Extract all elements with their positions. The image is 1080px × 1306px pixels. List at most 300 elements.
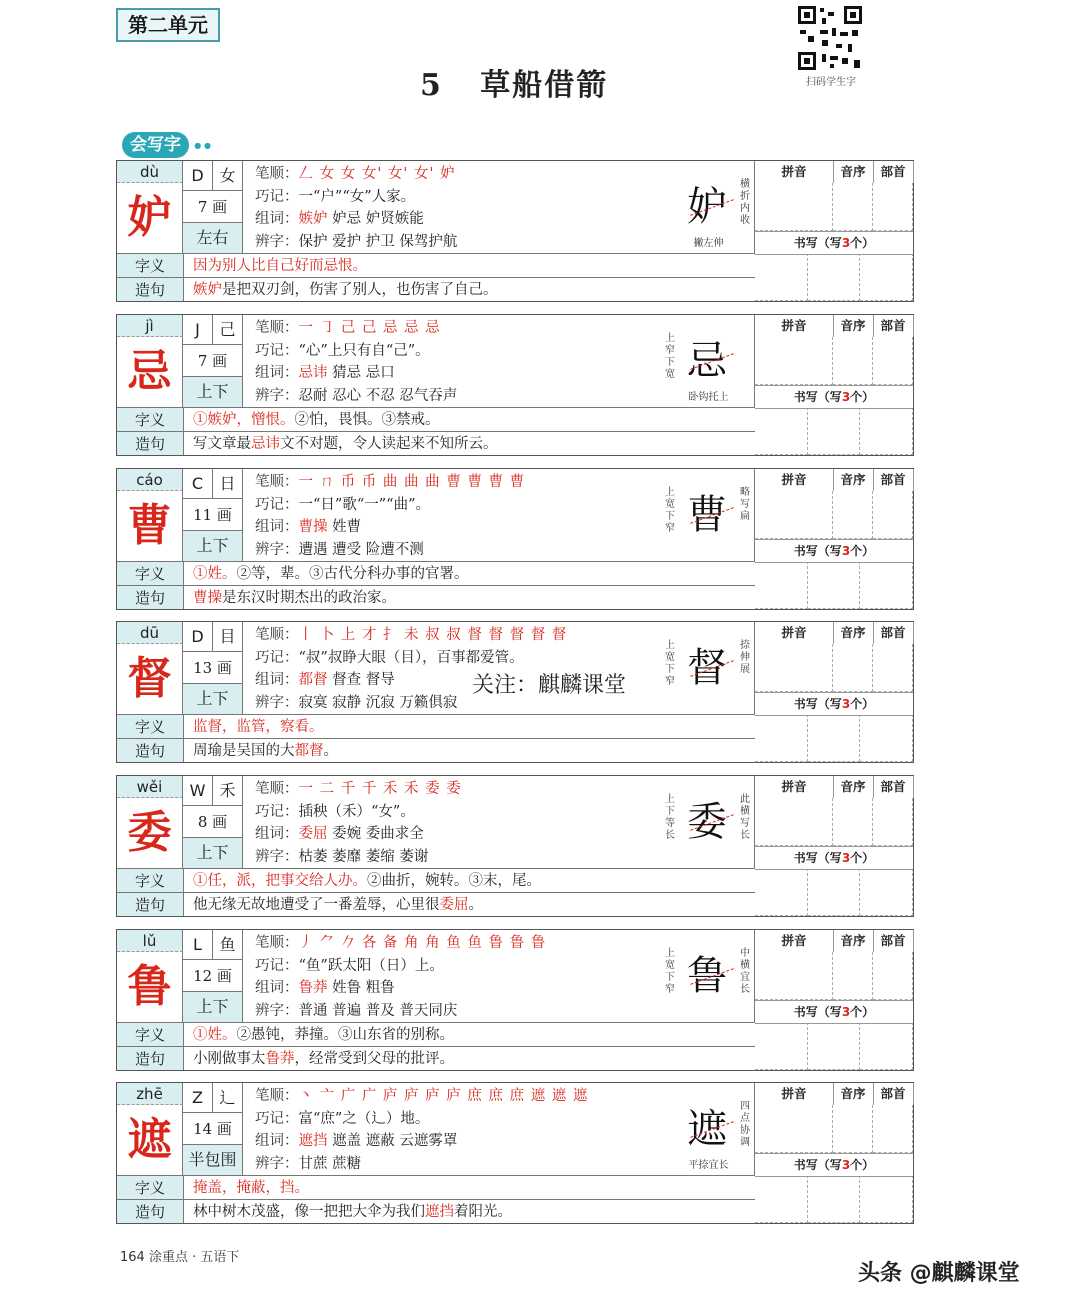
answer-box[interactable] — [873, 644, 913, 692]
character-card — [116, 775, 914, 917]
mnemonic-text: 富“庶”之（辶）地。 — [298, 1110, 430, 1127]
index-header: 音序 — [833, 1083, 874, 1105]
structure-type: 上下 — [183, 531, 243, 561]
model-tip-right: 捺伸展 — [740, 640, 750, 675]
structure-type: 上下 — [183, 377, 243, 407]
write-suffix: 个） — [850, 851, 875, 865]
radical-header: 部首 — [873, 161, 914, 183]
initial-letter: Z — [183, 1083, 213, 1113]
meaning-text — [193, 1023, 454, 1047]
write-prefix: 书写（写 — [793, 851, 842, 865]
sentence-row — [117, 1199, 755, 1223]
write-suffix: 个） — [850, 1005, 875, 1019]
pinyin-cell: wěi — [117, 776, 183, 798]
sentence-segment: 周瑜是吴国的大 — [193, 743, 295, 759]
answer-box[interactable] — [755, 798, 833, 846]
mnemonic-line — [255, 801, 663, 824]
pinyin-cell: dù — [117, 161, 183, 183]
distinguish-label: 辨字： — [255, 541, 299, 558]
sentence-row — [117, 738, 755, 762]
sentence-text — [193, 586, 396, 610]
write-label — [755, 1153, 913, 1177]
writing-box[interactable] — [860, 1175, 913, 1223]
sentence-segment: 林中树木茂盛，像一把把大伞为我们 — [193, 1204, 425, 1220]
meaning-segment: ①姓。 — [193, 566, 237, 582]
write-count: 3 — [841, 390, 851, 404]
radical-char: 日 — [213, 469, 243, 499]
radical-char: 鱼 — [213, 930, 243, 960]
practice-grid — [755, 1083, 913, 1223]
initial-letter: J — [183, 315, 213, 345]
sentence-segment: 是东汉时期杰出的政治家。 — [222, 590, 396, 606]
meaning-row — [117, 714, 755, 738]
model-tip-left: 上窄下宽 — [665, 333, 675, 380]
model-tip-left: 上宽下窄 — [665, 487, 675, 534]
sentence-segment: 鲁莽 — [265, 1051, 295, 1067]
character-card — [116, 314, 914, 456]
distinguish-label: 辨字： — [255, 1155, 299, 1172]
sentence-label: 造句 — [117, 1047, 184, 1070]
info-lines — [243, 930, 663, 1022]
meaning-row — [117, 1175, 755, 1199]
model-tip-bottom: 卧钩托上 — [688, 392, 729, 403]
index-header: 音序 — [833, 315, 874, 337]
meaning-row — [117, 1022, 755, 1046]
distinguish-line — [255, 1000, 663, 1023]
model-character: 妒 — [687, 184, 727, 230]
meaning-row — [117, 868, 755, 892]
mnemonic-text: 插秧（禾）“女”。 — [298, 803, 415, 820]
stroke-count: 7 画 — [183, 191, 243, 223]
words-label: 组词： — [255, 826, 299, 842]
writing-box[interactable] — [808, 407, 861, 455]
stroke-order-line — [255, 1085, 663, 1108]
key-word: 遮挡 — [298, 1133, 328, 1149]
stroke-order: 丿 ⺈ 𠂊 各 备 角 角 鱼 鱼 鲁 鲁 鲁 — [298, 935, 547, 951]
key-word: 鲁莽 — [298, 980, 328, 996]
index-header: 音序 — [833, 469, 874, 491]
answer-box[interactable] — [833, 337, 873, 385]
distinguish-line — [255, 231, 663, 254]
stroke-order-line — [255, 932, 663, 955]
words-line — [255, 516, 663, 539]
distinguish-text: 忍耐 忍心 不忍 忍气吞声 — [298, 387, 458, 404]
order-label: 笔顺： — [255, 1088, 299, 1104]
sentence-segment: 文不对题，令人读起来不知所云。 — [280, 436, 498, 452]
stroke-count: 13 画 — [183, 652, 243, 684]
pinyin-cell: cáo — [117, 469, 183, 491]
radical-header: 部首 — [873, 315, 914, 337]
writing-box[interactable] — [808, 868, 861, 916]
write-count: 3 — [841, 544, 851, 558]
writing-box[interactable] — [808, 1022, 861, 1070]
practice-grid — [755, 315, 913, 455]
info-lines — [243, 1083, 663, 1175]
index-header: 音序 — [833, 161, 874, 183]
mnemonic-label: 巧记： — [255, 1110, 299, 1127]
sentence-row — [117, 1046, 755, 1070]
page-footer: 164 涂重点 · 五语下 — [120, 1250, 240, 1265]
meaning-segment: 因为别人比自己好而忌恨。 — [193, 258, 367, 274]
unit-tag: 第二单元 — [116, 8, 220, 42]
other-words: 猜忌 忌口 — [327, 365, 395, 381]
answer-box[interactable] — [755, 952, 833, 1000]
other-words: 姓鲁 粗鲁 — [327, 980, 395, 996]
answer-box[interactable] — [755, 644, 833, 692]
writing-box[interactable] — [860, 253, 913, 301]
write-prefix: 书写（写 — [793, 236, 842, 250]
lesson-title: 5 草船借箭 — [420, 68, 609, 103]
sentence-text — [193, 893, 483, 917]
sentence-segment: 。 — [468, 897, 483, 913]
mnemonic-text: 一“户”“女”人家。 — [298, 188, 416, 205]
meaning-segment: 监督，监管，察看。 — [193, 719, 324, 735]
key-word: 委屈 — [298, 826, 328, 842]
order-label: 笔顺： — [255, 781, 299, 797]
qr-caption: 扫码学生字 — [806, 77, 856, 88]
answer-box[interactable] — [833, 183, 873, 231]
info-lines — [243, 161, 663, 253]
meaning-row — [117, 253, 755, 277]
sentence-label: 造句 — [117, 586, 184, 609]
answer-box[interactable] — [873, 337, 913, 385]
write-count: 3 — [841, 1158, 851, 1172]
mnemonic-label: 巧记： — [255, 496, 299, 513]
initial-letter: D — [183, 622, 213, 652]
meaning-label: 字义 — [117, 869, 184, 892]
structure-type: 上下 — [183, 838, 243, 868]
distinguish-text: 寂寞 寂静 沉寂 万籁俱寂 — [298, 694, 458, 711]
mnemonic-line — [255, 955, 663, 978]
write-label — [755, 1000, 913, 1024]
write-prefix: 书写（写 — [793, 544, 842, 558]
distinguish-line — [255, 539, 663, 562]
sentence-segment: 嫉妒 — [193, 282, 222, 298]
character-card — [116, 929, 914, 1071]
mnemonic-text: “心”上只有自“己”。 — [298, 342, 430, 359]
words-line — [255, 1130, 663, 1153]
mnemonic-label: 巧记： — [255, 957, 299, 974]
write-count: 3 — [841, 697, 851, 711]
info-lines — [243, 776, 663, 868]
model-character: 曹 — [687, 492, 727, 538]
words-label: 组词： — [255, 211, 299, 227]
pinyin-header: 拼音 — [755, 622, 834, 644]
words-label: 组词： — [255, 1133, 299, 1149]
meaning-segment: ①任，派，把事交给人办。 — [193, 873, 367, 889]
other-words: 妒忌 妒贤嫉能 — [327, 211, 424, 227]
writing-box[interactable] — [755, 561, 808, 609]
writing-model — [663, 776, 755, 868]
meaning-segment: ②等，辈。③古代分科办事的官署。 — [236, 566, 469, 582]
distinguish-line — [255, 385, 663, 408]
sentence-label: 造句 — [117, 739, 184, 762]
sentence-text — [193, 278, 498, 302]
writing-model — [663, 161, 755, 253]
model-character: 督 — [687, 645, 727, 691]
other-words: 姓曹 — [327, 519, 362, 535]
sentence-label: 造句 — [117, 278, 184, 301]
meaning-segment: ①姓。 — [193, 1027, 237, 1043]
big-character: 忌 — [117, 337, 183, 407]
stroke-order-line — [255, 317, 663, 340]
words-label: 组词： — [255, 519, 299, 535]
practice-grid — [755, 161, 913, 301]
meaning-segment: ①嫉妒，憎恨。 — [193, 412, 295, 428]
words-line — [255, 823, 663, 846]
pinyin-header: 拼音 — [755, 315, 834, 337]
words-line — [255, 362, 663, 385]
sentence-label: 造句 — [117, 1200, 184, 1223]
radical-char: 目 — [213, 622, 243, 652]
sentence-segment: ，经常受到父母的批评。 — [294, 1051, 454, 1067]
model-tip-left: 上宽下窄 — [665, 640, 675, 687]
model-tip-left: 上宽下窄 — [665, 948, 675, 995]
answer-box[interactable] — [833, 952, 873, 1000]
distinguish-text: 普通 普遍 普及 普天同庆 — [298, 1002, 458, 1019]
meaning-segment: ②怕，畏惧。③禁戒。 — [294, 412, 440, 428]
sentence-row — [117, 585, 755, 609]
meaning-segment: ②曲折，婉转。③末，尾。 — [367, 873, 541, 889]
initial-letter: W — [183, 776, 213, 806]
mnemonic-line — [255, 647, 663, 670]
pinyin-header: 拼音 — [755, 161, 834, 183]
pinyin-cell: jì — [117, 315, 183, 337]
writing-box[interactable] — [860, 407, 913, 455]
answer-box[interactable] — [755, 337, 833, 385]
answer-box[interactable] — [755, 491, 833, 539]
radical-header: 部首 — [873, 1083, 914, 1105]
words-label: 组词： — [255, 672, 299, 688]
sentence-row — [117, 431, 755, 455]
write-label — [755, 846, 913, 870]
radical-header: 部首 — [873, 930, 914, 952]
mnemonic-text: “叔”叔睁大眼（目），百事都爱管。 — [298, 649, 524, 666]
stroke-order: 丨 卜 上 才 扌 未 叔 叔 督 督 督 督 督 — [298, 627, 568, 643]
sentence-text — [193, 1047, 454, 1071]
mnemonic-label: 巧记： — [255, 803, 299, 820]
stroke-count: 12 画 — [183, 960, 243, 992]
meaning-text — [193, 254, 367, 278]
model-tip-right: 横折内收 — [740, 179, 750, 226]
answer-box[interactable] — [873, 491, 913, 539]
meaning-text — [193, 562, 469, 586]
writing-box[interactable] — [755, 407, 808, 455]
practice-grid — [755, 622, 913, 762]
writing-box[interactable] — [755, 714, 808, 762]
sentence-segment: 都督 — [294, 743, 324, 759]
sentence-segment: 委屈 — [439, 897, 469, 913]
writing-box[interactable] — [860, 714, 913, 762]
meaning-row — [117, 407, 755, 431]
other-words: 遮盖 遮蔽 云遮雾罩 — [327, 1133, 458, 1149]
write-prefix: 书写（写 — [793, 1158, 842, 1172]
writing-box[interactable] — [755, 1022, 808, 1070]
mnemonic-label: 巧记： — [255, 188, 299, 205]
write-count: 3 — [841, 1005, 851, 1019]
meaning-label: 字义 — [117, 1023, 184, 1046]
words-line — [255, 977, 663, 1000]
meaning-text — [193, 869, 541, 893]
answer-box[interactable] — [873, 952, 913, 1000]
answer-box[interactable] — [833, 798, 873, 846]
words-line — [255, 208, 663, 231]
structure-type: 上下 — [183, 684, 243, 714]
distinguish-line — [255, 846, 663, 869]
qr-code-icon[interactable] — [796, 4, 864, 72]
distinguish-text: 遭遇 遭受 险遭不测 — [298, 541, 424, 558]
pinyin-header: 拼音 — [755, 930, 834, 952]
key-word: 曹操 — [298, 519, 328, 535]
pinyin-header: 拼音 — [755, 776, 834, 798]
sentence-segment: 曹操 — [193, 590, 222, 606]
answer-box[interactable] — [833, 1105, 873, 1153]
writing-box[interactable] — [860, 1022, 913, 1070]
sentence-label: 造句 — [117, 432, 184, 455]
writing-model — [663, 1083, 755, 1175]
practice-grid — [755, 930, 913, 1070]
writing-box[interactable] — [755, 868, 808, 916]
meaning-text — [193, 715, 324, 739]
sentence-segment: 。 — [323, 743, 338, 759]
writing-model — [663, 622, 755, 714]
pinyin-header: 拼音 — [755, 469, 834, 491]
distinguish-label: 辨字： — [255, 694, 299, 711]
source-credit: 头条 @麒麟课堂 — [858, 1261, 1020, 1286]
write-label — [755, 539, 913, 563]
sentence-segment: 忌讳 — [251, 436, 280, 452]
mnemonic-label: 巧记： — [255, 649, 299, 666]
answer-box[interactable] — [833, 644, 873, 692]
stroke-count: 8 画 — [183, 806, 243, 838]
other-words: 督查 督导 — [327, 672, 395, 688]
stroke-order: 丶 亠 广 广 庐 庐 庐 庐 庶 庶 庶 遮 遮 遮 — [298, 1088, 589, 1104]
writing-model — [663, 930, 755, 1022]
write-label — [755, 385, 913, 409]
distinguish-label: 辨字： — [255, 848, 299, 865]
sentence-text — [193, 432, 498, 456]
sentence-row — [117, 892, 755, 916]
write-count: 3 — [841, 236, 851, 250]
model-tip-left: 上下等长 — [665, 794, 675, 841]
sentence-segment: 写文章最 — [193, 436, 251, 452]
radical-char: 己 — [213, 315, 243, 345]
info-lines — [243, 469, 663, 561]
write-prefix: 书写（写 — [793, 390, 842, 404]
distinguish-line — [255, 1153, 663, 1176]
model-tip-right: 略写扁 — [740, 487, 750, 522]
answer-box[interactable] — [873, 1105, 913, 1153]
mnemonic-line — [255, 340, 663, 363]
write-suffix: 个） — [850, 697, 875, 711]
big-character: 督 — [117, 644, 183, 714]
sentence-segment: 是把双刃剑，伤害了别人，也伤害了自己。 — [222, 282, 498, 298]
radical-char: 辶 — [213, 1083, 243, 1113]
writing-box[interactable] — [755, 253, 808, 301]
stroke-count: 7 画 — [183, 345, 243, 377]
mnemonic-line — [255, 1108, 663, 1131]
radical-char: 女 — [213, 161, 243, 191]
other-words: 委婉 委曲求全 — [327, 826, 424, 842]
write-suffix: 个） — [850, 390, 875, 404]
meaning-label: 字义 — [117, 408, 184, 431]
sentence-segment: 小刚做事太 — [193, 1051, 266, 1067]
sentence-segment: 他无缘无故地遭受了一番羞辱，心里很 — [193, 897, 440, 913]
answer-box[interactable] — [755, 1105, 833, 1153]
practice-grid — [755, 469, 913, 609]
meaning-segment: 掩盖，掩蔽，挡。 — [193, 1180, 309, 1196]
mnemonic-line — [255, 186, 663, 209]
writing-box[interactable] — [860, 868, 913, 916]
order-label: 笔顺： — [255, 320, 299, 336]
words-label: 组词： — [255, 980, 299, 996]
writing-box[interactable] — [860, 561, 913, 609]
radical-char: 禾 — [213, 776, 243, 806]
model-character: 遮 — [687, 1106, 727, 1152]
stroke-count: 14 画 — [183, 1113, 243, 1145]
meaning-segment: ②愚钝，莽撞。③山东省的别称。 — [236, 1027, 454, 1043]
writing-model — [663, 469, 755, 561]
meaning-label: 字义 — [117, 1176, 184, 1199]
model-character: 鲁 — [687, 953, 727, 999]
answer-box[interactable] — [873, 798, 913, 846]
sentence-text — [193, 1200, 512, 1224]
stroke-order-line — [255, 471, 663, 494]
answer-box[interactable] — [873, 183, 913, 231]
order-label: 笔顺： — [255, 935, 299, 951]
big-character: 曹 — [117, 491, 183, 561]
words-label: 组词： — [255, 365, 299, 381]
structure-type: 上下 — [183, 992, 243, 1022]
write-label — [755, 692, 913, 716]
writing-box[interactable] — [808, 253, 861, 301]
writing-model — [663, 315, 755, 407]
write-suffix: 个） — [850, 544, 875, 558]
writing-box[interactable] — [755, 1175, 808, 1223]
write-prefix: 书写（写 — [793, 697, 842, 711]
big-character: 遮 — [117, 1105, 183, 1175]
answer-box[interactable] — [833, 491, 873, 539]
pinyin-header: 拼音 — [755, 1083, 834, 1105]
answer-box[interactable] — [755, 183, 833, 231]
radical-header: 部首 — [873, 469, 914, 491]
stroke-count: 11 画 — [183, 499, 243, 531]
model-character: 忌 — [687, 338, 727, 384]
info-lines — [243, 315, 663, 407]
meaning-text — [193, 408, 440, 432]
stroke-order: 一 ㄇ 币 币 曲 曲 曲 曹 曹 曹 曹 — [298, 474, 526, 490]
stroke-order: 𠃋 女 女 女' 女' 女' 妒 — [298, 166, 456, 182]
sentence-row — [117, 277, 755, 301]
structure-type: 半包围 — [183, 1145, 243, 1175]
writing-box[interactable] — [808, 561, 861, 609]
character-card — [116, 1082, 914, 1224]
order-label: 笔顺： — [255, 627, 299, 643]
radical-header: 部首 — [873, 622, 914, 644]
writing-box[interactable] — [808, 1175, 861, 1223]
model-character: 委 — [687, 799, 727, 845]
meaning-label: 字义 — [117, 715, 184, 738]
mnemonic-label: 巧记： — [255, 342, 299, 359]
write-label — [755, 231, 913, 255]
big-character: 妒 — [117, 183, 183, 253]
writing-box[interactable] — [808, 714, 861, 762]
radical-header: 部首 — [873, 776, 914, 798]
distinguish-text: 保护 爱护 护卫 保驾护航 — [298, 233, 458, 250]
write-count: 3 — [841, 851, 851, 865]
stroke-order-line — [255, 778, 663, 801]
meaning-label: 字义 — [117, 562, 184, 585]
